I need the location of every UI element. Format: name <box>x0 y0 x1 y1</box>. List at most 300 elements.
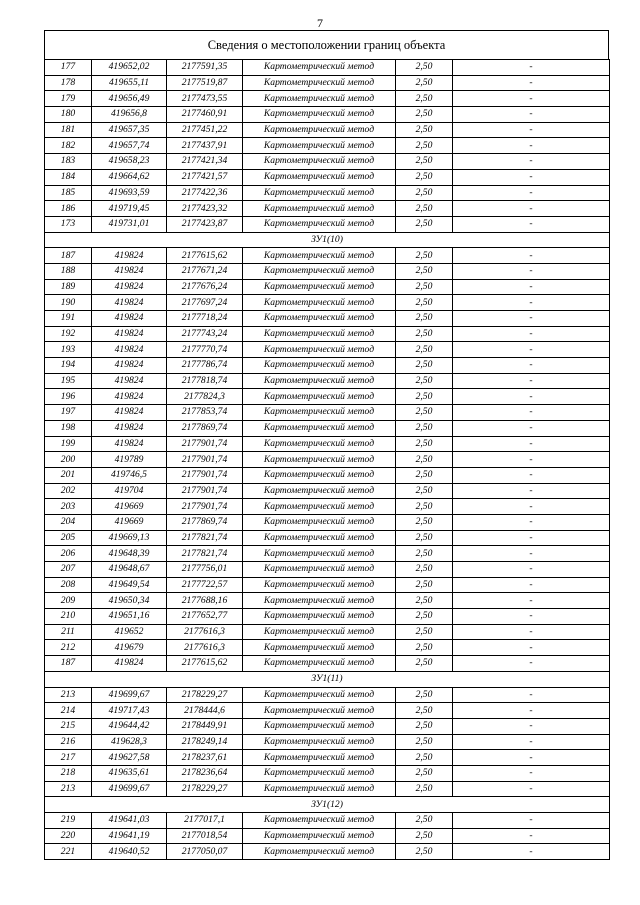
description-cell: - <box>453 562 610 578</box>
accuracy-cell: 2,50 <box>396 75 453 91</box>
description-cell: - <box>453 295 610 311</box>
point-number-cell: 211 <box>45 624 92 640</box>
method-cell: Картометрический метод <box>243 718 396 734</box>
method-cell: Картометрический метод <box>243 107 396 123</box>
y-coordinate-cell: 2177018,54 <box>167 828 243 844</box>
y-coordinate-cell: 2178236,64 <box>167 765 243 781</box>
x-coordinate-cell: 419824 <box>92 436 167 452</box>
point-number-cell: 191 <box>45 311 92 327</box>
description-cell: - <box>453 499 610 515</box>
description-cell: - <box>453 624 610 640</box>
x-coordinate-cell: 419719,45 <box>92 201 167 217</box>
y-coordinate-cell: 2177869,74 <box>167 514 243 530</box>
description-cell: - <box>453 640 610 656</box>
x-coordinate-cell: 419648,67 <box>92 562 167 578</box>
x-coordinate-cell: 419824 <box>92 358 167 374</box>
table-row <box>45 530 610 546</box>
table-row <box>45 546 610 562</box>
x-coordinate-cell: 419824 <box>92 342 167 358</box>
description-cell: - <box>453 279 610 295</box>
x-coordinate-cell: 419657,74 <box>92 138 167 154</box>
y-coordinate-cell: 2177869,74 <box>167 420 243 436</box>
method-cell: Картометрический метод <box>243 279 396 295</box>
point-number-cell: 190 <box>45 295 92 311</box>
y-coordinate-cell: 2177901,74 <box>167 499 243 515</box>
table-row <box>45 718 610 734</box>
table-row <box>45 593 610 609</box>
point-number-cell: 180 <box>45 107 92 123</box>
x-coordinate-cell: 419641,03 <box>92 813 167 829</box>
point-number-cell: 188 <box>45 263 92 279</box>
accuracy-cell: 2,50 <box>396 609 453 625</box>
method-cell: Картометрический метод <box>243 436 396 452</box>
y-coordinate-cell: 2177652,77 <box>167 609 243 625</box>
method-cell: Картометрический метод <box>243 562 396 578</box>
point-number-cell: 181 <box>45 122 92 138</box>
y-coordinate-cell: 2177821,74 <box>167 530 243 546</box>
description-cell: - <box>453 577 610 593</box>
table-row <box>45 813 610 829</box>
accuracy-cell: 2,50 <box>396 765 453 781</box>
accuracy-cell: 2,50 <box>396 169 453 185</box>
x-coordinate-cell: 419824 <box>92 656 167 672</box>
accuracy-cell: 2,50 <box>396 122 453 138</box>
description-cell: - <box>453 91 610 107</box>
y-coordinate-cell: 2177437,91 <box>167 138 243 154</box>
point-number-cell: 203 <box>45 499 92 515</box>
y-coordinate-cell: 2177421,34 <box>167 154 243 170</box>
point-number-cell: 202 <box>45 483 92 499</box>
point-number-cell: 182 <box>45 138 92 154</box>
method-cell: Картометрический метод <box>243 813 396 829</box>
accuracy-cell: 2,50 <box>396 154 453 170</box>
accuracy-cell: 2,50 <box>396 452 453 468</box>
point-number-cell: 207 <box>45 562 92 578</box>
method-cell: Картометрический метод <box>243 640 396 656</box>
y-coordinate-cell: 2177770,74 <box>167 342 243 358</box>
x-coordinate-cell: 419657,35 <box>92 122 167 138</box>
method-cell: Картометрический метод <box>243 263 396 279</box>
method-cell: Картометрический метод <box>243 467 396 483</box>
accuracy-cell: 2,50 <box>396 467 453 483</box>
point-number-cell: 206 <box>45 546 92 562</box>
y-coordinate-cell: 2177422,36 <box>167 185 243 201</box>
section-row <box>45 797 610 813</box>
section-label: ЗУ1(12) <box>45 797 610 813</box>
x-coordinate-cell: 419648,39 <box>92 546 167 562</box>
x-coordinate-cell: 419824 <box>92 248 167 264</box>
point-number-cell: 205 <box>45 530 92 546</box>
method-cell: Картометрический метод <box>243 201 396 217</box>
x-coordinate-cell: 419635,61 <box>92 765 167 781</box>
description-cell: - <box>453 734 610 750</box>
table-row <box>45 342 610 358</box>
table-row <box>45 311 610 327</box>
table-row <box>45 248 610 264</box>
table-row <box>45 844 610 860</box>
x-coordinate-cell: 419669 <box>92 514 167 530</box>
point-number-cell: 199 <box>45 436 92 452</box>
x-coordinate-cell: 419717,43 <box>92 703 167 719</box>
method-cell: Картометрический метод <box>243 844 396 860</box>
y-coordinate-cell: 2177671,24 <box>167 263 243 279</box>
description-cell: - <box>453 436 610 452</box>
x-coordinate-cell: 419649,54 <box>92 577 167 593</box>
method-cell: Картометрический метод <box>243 216 396 232</box>
accuracy-cell: 2,50 <box>396 734 453 750</box>
table-row <box>45 389 610 405</box>
accuracy-cell: 2,50 <box>396 593 453 609</box>
method-cell: Картометрический метод <box>243 60 396 76</box>
method-cell: Картометрический метод <box>243 248 396 264</box>
accuracy-cell: 2,50 <box>396 514 453 530</box>
section-row <box>45 232 610 248</box>
description-cell: - <box>453 530 610 546</box>
table-row <box>45 279 610 295</box>
point-number-cell: 201 <box>45 467 92 483</box>
y-coordinate-cell: 2177722,57 <box>167 577 243 593</box>
x-coordinate-cell: 419658,23 <box>92 154 167 170</box>
table-row <box>45 107 610 123</box>
y-coordinate-cell: 2177786,74 <box>167 358 243 374</box>
description-cell: - <box>453 311 610 327</box>
description-cell: - <box>453 185 610 201</box>
method-cell: Картометрический метод <box>243 483 396 499</box>
x-coordinate-cell: 419652,02 <box>92 60 167 76</box>
point-number-cell: 197 <box>45 405 92 421</box>
y-coordinate-cell: 2178229,27 <box>167 781 243 797</box>
point-number-cell: 217 <box>45 750 92 766</box>
table-row <box>45 656 610 672</box>
table-row <box>45 263 610 279</box>
accuracy-cell: 2,50 <box>396 844 453 860</box>
description-cell: - <box>453 122 610 138</box>
description-cell: - <box>453 813 610 829</box>
method-cell: Картометрический метод <box>243 593 396 609</box>
table-row <box>45 467 610 483</box>
x-coordinate-cell: 419704 <box>92 483 167 499</box>
point-number-cell: 218 <box>45 765 92 781</box>
point-number-cell: 220 <box>45 828 92 844</box>
point-number-cell: 209 <box>45 593 92 609</box>
description-cell: - <box>453 781 610 797</box>
accuracy-cell: 2,50 <box>396 828 453 844</box>
point-number-cell: 189 <box>45 279 92 295</box>
boundary-sheet <box>44 30 609 860</box>
description-cell: - <box>453 216 610 232</box>
table-row <box>45 373 610 389</box>
y-coordinate-cell: 2177421,57 <box>167 169 243 185</box>
y-coordinate-cell: 2177901,74 <box>167 467 243 483</box>
x-coordinate-cell: 419789 <box>92 452 167 468</box>
method-cell: Картометрический метод <box>243 358 396 374</box>
y-coordinate-cell: 2177718,24 <box>167 311 243 327</box>
accuracy-cell: 2,50 <box>396 311 453 327</box>
description-cell: - <box>453 546 610 562</box>
x-coordinate-cell: 419699,67 <box>92 687 167 703</box>
description-cell: - <box>453 687 610 703</box>
accuracy-cell: 2,50 <box>396 358 453 374</box>
point-number-cell: 177 <box>45 60 92 76</box>
method-cell: Картометрический метод <box>243 311 396 327</box>
table-row <box>45 734 610 750</box>
point-number-cell: 187 <box>45 656 92 672</box>
accuracy-cell: 2,50 <box>396 91 453 107</box>
method-cell: Картометрический метод <box>243 530 396 546</box>
description-cell: - <box>453 703 610 719</box>
point-number-cell: 210 <box>45 609 92 625</box>
method-cell: Картометрический метод <box>243 169 396 185</box>
method-cell: Картометрический метод <box>243 499 396 515</box>
table-row <box>45 483 610 499</box>
point-number-cell: 184 <box>45 169 92 185</box>
method-cell: Картометрический метод <box>243 452 396 468</box>
point-number-cell: 196 <box>45 389 92 405</box>
table-row <box>45 514 610 530</box>
point-number-cell: 219 <box>45 813 92 829</box>
accuracy-cell: 2,50 <box>396 577 453 593</box>
table-row <box>45 609 610 625</box>
accuracy-cell: 2,50 <box>396 813 453 829</box>
method-cell: Картометрический метод <box>243 703 396 719</box>
table-row <box>45 828 610 844</box>
method-cell: Картометрический метод <box>243 342 396 358</box>
y-coordinate-cell: 2177824,3 <box>167 389 243 405</box>
x-coordinate-cell: 419644,42 <box>92 718 167 734</box>
table-row <box>45 577 610 593</box>
method-cell: Картометрический метод <box>243 295 396 311</box>
y-coordinate-cell: 2177743,24 <box>167 326 243 342</box>
point-number-cell: 221 <box>45 844 92 860</box>
table-row <box>45 295 610 311</box>
point-number-cell: 185 <box>45 185 92 201</box>
point-number-cell: 208 <box>45 577 92 593</box>
method-cell: Картометрический метод <box>243 734 396 750</box>
x-coordinate-cell: 419655,11 <box>92 75 167 91</box>
table-row <box>45 687 610 703</box>
y-coordinate-cell: 2178237,61 <box>167 750 243 766</box>
y-coordinate-cell: 2178449,91 <box>167 718 243 734</box>
description-cell: - <box>453 828 610 844</box>
x-coordinate-cell: 419824 <box>92 420 167 436</box>
point-number-cell: 200 <box>45 452 92 468</box>
point-number-cell: 213 <box>45 781 92 797</box>
y-coordinate-cell: 2177519,87 <box>167 75 243 91</box>
x-coordinate-cell: 419731,01 <box>92 216 167 232</box>
y-coordinate-cell: 2177818,74 <box>167 373 243 389</box>
x-coordinate-cell: 419669 <box>92 499 167 515</box>
point-number-cell: 193 <box>45 342 92 358</box>
point-number-cell: 178 <box>45 75 92 91</box>
x-coordinate-cell: 419824 <box>92 405 167 421</box>
y-coordinate-cell: 2177473,55 <box>167 91 243 107</box>
x-coordinate-cell: 419824 <box>92 373 167 389</box>
method-cell: Картометрический метод <box>243 389 396 405</box>
accuracy-cell: 2,50 <box>396 60 453 76</box>
method-cell: Картометрический метод <box>243 91 396 107</box>
accuracy-cell: 2,50 <box>396 405 453 421</box>
x-coordinate-cell: 419656,49 <box>92 91 167 107</box>
accuracy-cell: 2,50 <box>396 562 453 578</box>
description-cell: - <box>453 358 610 374</box>
description-cell: - <box>453 107 610 123</box>
accuracy-cell: 2,50 <box>396 483 453 499</box>
section-label: ЗУ1(10) <box>45 232 610 248</box>
accuracy-cell: 2,50 <box>396 342 453 358</box>
point-number-cell: 215 <box>45 718 92 734</box>
description-cell: - <box>453 326 610 342</box>
method-cell: Картометрический метод <box>243 514 396 530</box>
y-coordinate-cell: 2177591,35 <box>167 60 243 76</box>
description-cell: - <box>453 765 610 781</box>
y-coordinate-cell: 2177901,74 <box>167 483 243 499</box>
y-coordinate-cell: 2178229,27 <box>167 687 243 703</box>
method-cell: Картометрический метод <box>243 154 396 170</box>
description-cell: - <box>453 389 610 405</box>
point-number-cell: 192 <box>45 326 92 342</box>
description-cell: - <box>453 373 610 389</box>
table-row <box>45 154 610 170</box>
page-number: 7 <box>317 16 323 30</box>
method-cell: Картометрический метод <box>243 781 396 797</box>
point-number-cell: 186 <box>45 201 92 217</box>
accuracy-cell: 2,50 <box>396 656 453 672</box>
y-coordinate-cell: 2177756,01 <box>167 562 243 578</box>
point-number-cell: 204 <box>45 514 92 530</box>
description-cell: - <box>453 169 610 185</box>
x-coordinate-cell: 419656,8 <box>92 107 167 123</box>
x-coordinate-cell: 419693,59 <box>92 185 167 201</box>
description-cell: - <box>453 467 610 483</box>
method-cell: Картометрический метод <box>243 750 396 766</box>
point-number-cell: 194 <box>45 358 92 374</box>
point-number-cell: 187 <box>45 248 92 264</box>
x-coordinate-cell: 419627,58 <box>92 750 167 766</box>
y-coordinate-cell: 2177423,32 <box>167 201 243 217</box>
description-cell: - <box>453 656 610 672</box>
x-coordinate-cell: 419650,34 <box>92 593 167 609</box>
accuracy-cell: 2,50 <box>396 389 453 405</box>
y-coordinate-cell: 2177901,74 <box>167 436 243 452</box>
description-cell: - <box>453 420 610 436</box>
table-row <box>45 499 610 515</box>
y-coordinate-cell: 2177050,07 <box>167 844 243 860</box>
accuracy-cell: 2,50 <box>396 436 453 452</box>
method-cell: Картометрический метод <box>243 75 396 91</box>
y-coordinate-cell: 2177901,74 <box>167 452 243 468</box>
point-number-cell: 179 <box>45 91 92 107</box>
description-cell: - <box>453 452 610 468</box>
table-row <box>45 703 610 719</box>
accuracy-cell: 2,50 <box>396 138 453 154</box>
accuracy-cell: 2,50 <box>396 750 453 766</box>
point-number-cell: 216 <box>45 734 92 750</box>
coordinates-table <box>44 59 610 860</box>
point-number-cell: 214 <box>45 703 92 719</box>
accuracy-cell: 2,50 <box>396 703 453 719</box>
description-cell: - <box>453 750 610 766</box>
method-cell: Картометрический метод <box>243 185 396 201</box>
accuracy-cell: 2,50 <box>396 640 453 656</box>
accuracy-cell: 2,50 <box>396 295 453 311</box>
table-title: Сведения о местоположении границ объекта <box>44 30 609 59</box>
method-cell: Картометрический метод <box>243 609 396 625</box>
x-coordinate-cell: 419824 <box>92 389 167 405</box>
method-cell: Картометрический метод <box>243 687 396 703</box>
accuracy-cell: 2,50 <box>396 373 453 389</box>
table-row <box>45 765 610 781</box>
point-number-cell: 198 <box>45 420 92 436</box>
method-cell: Картометрический метод <box>243 765 396 781</box>
x-coordinate-cell: 419664,62 <box>92 169 167 185</box>
description-cell: - <box>453 483 610 499</box>
method-cell: Картометрический метод <box>243 624 396 640</box>
y-coordinate-cell: 2177616,3 <box>167 624 243 640</box>
table-row <box>45 122 610 138</box>
table-row <box>45 781 610 797</box>
y-coordinate-cell: 2177853,74 <box>167 405 243 421</box>
method-cell: Картометрический метод <box>243 546 396 562</box>
table-row <box>45 75 610 91</box>
y-coordinate-cell: 2177697,24 <box>167 295 243 311</box>
section-label: ЗУ1(11) <box>45 671 610 687</box>
accuracy-cell: 2,50 <box>396 263 453 279</box>
method-cell: Картометрический метод <box>243 138 396 154</box>
point-number-cell: 213 <box>45 687 92 703</box>
y-coordinate-cell: 2177460,91 <box>167 107 243 123</box>
y-coordinate-cell: 2177688,16 <box>167 593 243 609</box>
table-row <box>45 169 610 185</box>
description-cell: - <box>453 138 610 154</box>
description-cell: - <box>453 248 610 264</box>
description-cell: - <box>453 718 610 734</box>
x-coordinate-cell: 419651,16 <box>92 609 167 625</box>
method-cell: Картометрический метод <box>243 122 396 138</box>
description-cell: - <box>453 60 610 76</box>
x-coordinate-cell: 419628,3 <box>92 734 167 750</box>
table-row <box>45 201 610 217</box>
accuracy-cell: 2,50 <box>396 107 453 123</box>
y-coordinate-cell: 2177821,74 <box>167 546 243 562</box>
table-row <box>45 436 610 452</box>
table-row <box>45 138 610 154</box>
x-coordinate-cell: 419824 <box>92 311 167 327</box>
method-cell: Картометрический метод <box>243 828 396 844</box>
description-cell: - <box>453 342 610 358</box>
description-cell: - <box>453 609 610 625</box>
x-coordinate-cell: 419824 <box>92 279 167 295</box>
y-coordinate-cell: 2177616,3 <box>167 640 243 656</box>
description-cell: - <box>453 75 610 91</box>
point-number-cell: 183 <box>45 154 92 170</box>
table-row <box>45 358 610 374</box>
table-row <box>45 562 610 578</box>
accuracy-cell: 2,50 <box>396 185 453 201</box>
accuracy-cell: 2,50 <box>396 326 453 342</box>
y-coordinate-cell: 2177615,62 <box>167 248 243 264</box>
accuracy-cell: 2,50 <box>396 499 453 515</box>
method-cell: Картометрический метод <box>243 405 396 421</box>
table-row <box>45 185 610 201</box>
x-coordinate-cell: 419669,13 <box>92 530 167 546</box>
table-row <box>45 326 610 342</box>
accuracy-cell: 2,50 <box>396 624 453 640</box>
point-number-cell: 173 <box>45 216 92 232</box>
method-cell: Картометрический метод <box>243 656 396 672</box>
table-row <box>45 91 610 107</box>
y-coordinate-cell: 2177676,24 <box>167 279 243 295</box>
accuracy-cell: 2,50 <box>396 420 453 436</box>
